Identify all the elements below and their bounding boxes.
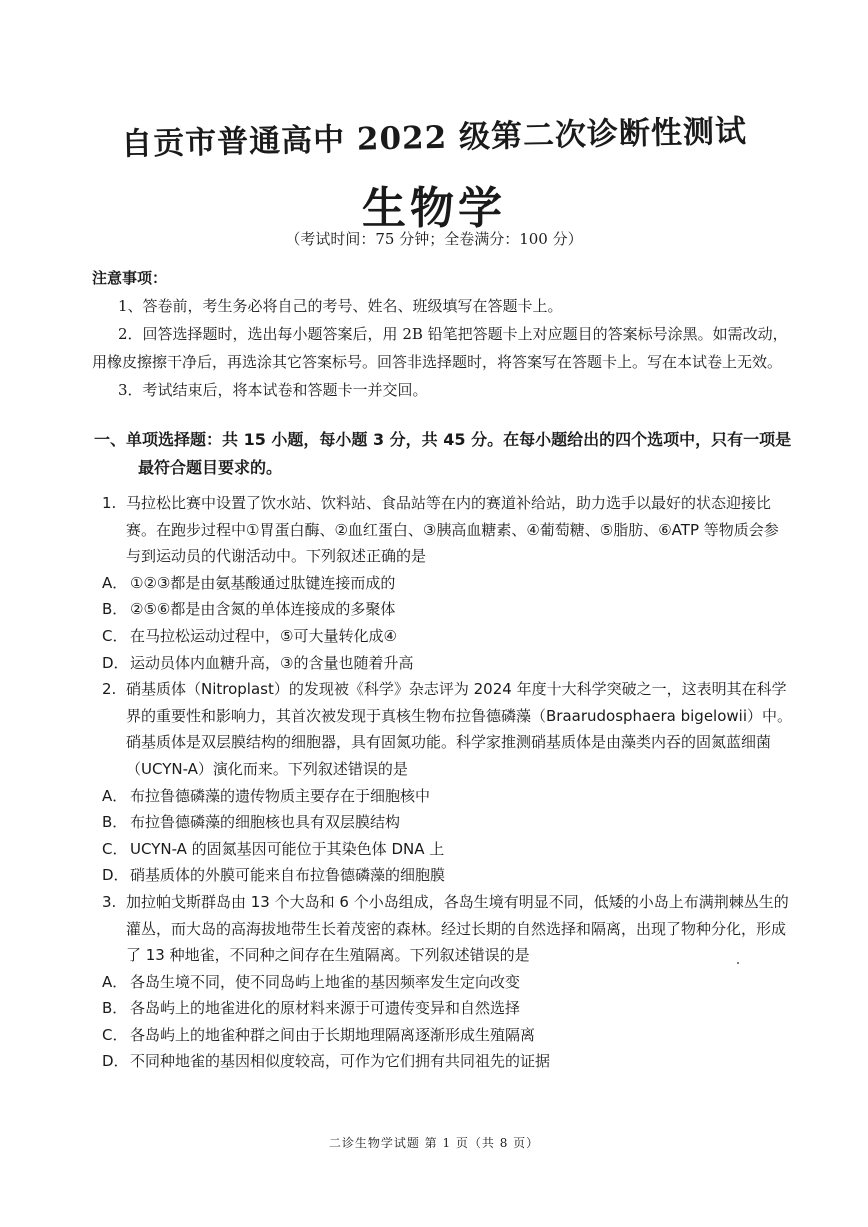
scan-speck [737, 962, 739, 964]
answer-option [102, 623, 792, 650]
option-text: 各岛屿上的地雀进化的原材料来源于可遗传变异和自然选择 [130, 999, 521, 1018]
notes-item: 1、答卷前，考生务必将自己的考号、姓名、班级填写在答题卡上。 [118, 297, 563, 315]
answer-option [102, 596, 792, 623]
answer-option [102, 862, 792, 889]
question-text: 加拉帕戈斯群岛由 13 个大岛和 6 个小岛组成，各岛生境有明显不同，低矮的小岛上布满荆棘丛生的灌丛，而大岛的高海拔地带生长着茂密的森林。经过长期的自然选择和隔离，出现了物种分化，形成了 13 种地雀，不同种之间存在生殖隔离。下列叙述错误的是 [126, 892, 789, 965]
answer-option [102, 995, 792, 1022]
section-heading-line: 最符合题目要求的。 [138, 458, 283, 477]
question-stem [102, 676, 792, 782]
option-text: 各岛生境不同，使不同岛屿上地雀的基因频率发生定向改变 [130, 972, 521, 991]
option-text: 各岛屿上的地雀种群之间由于长期地理隔离逐渐形成生殖隔离 [130, 1025, 536, 1044]
option-letter: D． [102, 1052, 129, 1071]
question-list [102, 490, 792, 1075]
answer-option [102, 1048, 792, 1075]
option-text: 硝基质体的外膜可能来自布拉鲁德磷藻的细胞膜 [130, 866, 446, 885]
subject-title: 生物学 [362, 183, 506, 234]
notes-item: 3．考试结束后，将本试卷和答题卡一并交回。 [118, 381, 428, 399]
section-heading [94, 426, 794, 482]
option-text: 布拉鲁德磷藻的细胞核也具有双层膜结构 [130, 813, 401, 832]
option-letter: D． [102, 653, 129, 672]
answer-option [102, 1022, 792, 1049]
question [102, 490, 792, 676]
exam-info: （考试时间：75 分钟；全卷满分：100 分） [285, 230, 583, 248]
option-text: ①②③都是由氨基酸通过肽键连接而成的 [130, 573, 396, 592]
answer-option [102, 650, 792, 677]
exam-title: 自贡市普通高中 2022 级第二次诊断性测试 [120, 113, 748, 163]
answer-option [102, 783, 792, 810]
option-letter: C． [102, 1025, 128, 1044]
option-text: 布拉鲁德磷藻的遗传物质主要存在于细胞核中 [130, 786, 431, 805]
option-letter: C． [102, 839, 128, 858]
question [102, 889, 792, 1075]
option-letter: B． [102, 600, 128, 619]
notes-item: 2．回答选择题时，选出每小题答案后，用 2B 铅笔把答题卡上对应题目的答案标号涂黑。如需改动，用橡皮擦擦干净后，再选涂其它答案标号。回答非选择题时，将答案写在答题卡上。写在本试卷上无效。 [92, 325, 788, 371]
notes-section [92, 264, 792, 404]
option-letter: A． [102, 573, 128, 592]
question-stem [102, 889, 792, 969]
question-text: 硝基质体（Nitroplast）的发现被《科学》杂志评为 2024 年度十大科学突破之一，这表明其在科学界的重要性和影响力，其首次被发现于真核生物布拉鲁德磷藻（Braarudosphaera bigelowii）中。硝基质体是双层膜结构的细胞器，具有固氮功能。科学家推测硝基质体是由藻类内吞的固氮蓝细菌（UCYN-A）演化而来。下列叙述错误的是 [126, 680, 792, 778]
question-number: 2. [102, 680, 117, 699]
section-heading-line: 一、单项选择题：共 15 小题，每小题 3 分，共 45 分。在每小题给出的四个选项中，只有一项是 [94, 430, 792, 449]
answer-option [102, 809, 792, 836]
option-text: 在马拉松运动过程中，⑤可大量转化成④ [130, 626, 397, 645]
answer-option [102, 570, 792, 597]
answer-option [102, 836, 792, 863]
question-number: 3. [102, 892, 117, 911]
option-letter: C． [102, 626, 128, 645]
option-text: 运动员体内血糖升高，③的含量也随着升高 [130, 653, 414, 672]
option-text: UCYN-A 的固氮基因可能位于其染色体 DNA 上 [130, 839, 445, 858]
question [102, 676, 792, 889]
question-stem [102, 490, 792, 570]
answer-option [102, 969, 792, 996]
option-letter: B． [102, 999, 128, 1018]
notes-heading: 注意事项： [92, 269, 168, 287]
option-letter: A． [102, 972, 128, 991]
option-text: 不同种地雀的基因相似度较高，可作为它们拥有共同祖先的证据 [130, 1052, 551, 1071]
option-letter: D． [102, 866, 129, 885]
option-text: ②⑤⑥都是由含氮的单体连接成的多聚体 [130, 600, 396, 619]
option-letter: A． [102, 786, 128, 805]
page-footer: 二诊生物学试题 第 1 页（共 8 页） [328, 1136, 540, 1150]
question-text: 马拉松比赛中设置了饮水站、饮料站、食品站等在内的赛道补给站，助力选手以最好的状态迎接比赛。在跑步过程中①胃蛋白酶、②血红蛋白、③胰高血糖素、④葡萄糖、⑤脂肪、⑥ATP 等物质会参与到运动员的代谢活动中。下列叙述正确的是 [126, 494, 779, 566]
option-letter: B． [102, 813, 128, 832]
question-number: 1. [102, 494, 117, 512]
